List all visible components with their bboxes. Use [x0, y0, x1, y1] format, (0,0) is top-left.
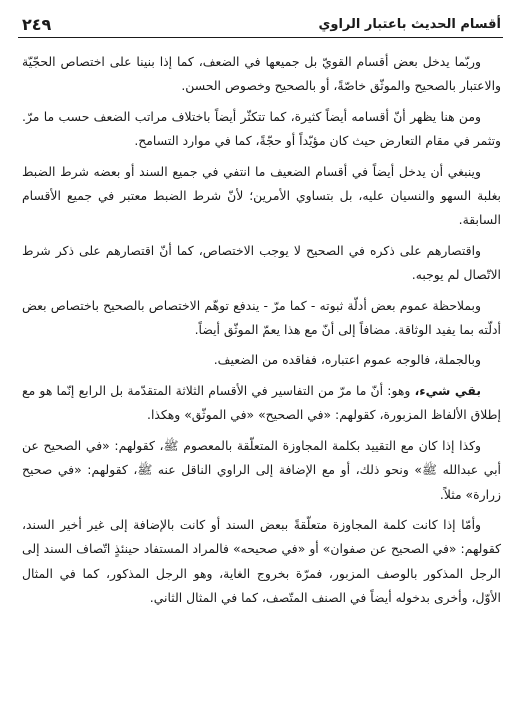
paragraph-3: وينبغي أن يدخل أيضاً في أقسام الضعيف ما انتفي في جميع السند أو بعضه شرط الضبط بغلبة السهو والنسيان عليه، بل بتساوي الأمرين؛ لأنّ شرط الضبط معتبر في جميع الأقسام السابقة.	[22, 163, 501, 228]
header-divider	[18, 37, 503, 38]
running-header	[22, 10, 501, 34]
paragraph-9: وأمّا إذا كانت كلمة المجاوزة متعلّقةً ببعض السند أو كانت بالإضافة إلى غير أخير السند، كقولهم: «في الصحيح عن صفوان» أو «في صحيحه» فالمراد المستفاد حينئذٍ اتّصاف السند إلى الرجل المذكور بالوصف المزبور، فمرّة بخروج الغاية، وهو الرجل المذكور، كما في المثال الأوّل، وأخرى بدخوله أيضاً في الصنف المتّصف، كما في المثال الثاني.	[22, 516, 501, 606]
paragraph-7	[22, 379, 501, 428]
paragraph-1: وربّما يدخل بعض أقسام القويّ بل جميعها في الضعف، كما إذا بنينا على اختصاص الحجّيّة والاعتبار بالصحيح والموثّق خاصّةً، أو بالصحيح وخصوص الحسن.	[22, 54, 501, 94]
paragraph-5: وبملاحظة عموم بعض أدلّة ثبوته - كما مرّ - يندفع توهّم الاختصاص بالصحيح باختصاص بعض أدلّته بما يفيد الوثاقة. مضافاً إلى أنّ مع هذا يعمّ الموثّق أيضاً.	[22, 297, 501, 338]
page-body	[22, 50, 501, 617]
paragraph-6: وبالجملة، فالوجه عموم اعتباره، ففاقده من الضعيف.	[213, 352, 481, 368]
paragraph-4: واقتصارهم على ذكره في الصحيح لا يوجب الاختصاص، كما أنّ اقتصارهم على ذكر شرط الاتّصال لم يوجبه.	[22, 242, 501, 283]
paragraph-8: وكذا إذا كان مع التقييد بكلمة المجاوزة المتعلّقة بالمعصوم ﷺ، كقولهم: «في الصحيح عن أبي عبدالله ﷺ» ونحو ذلك، أو مع الإضافة إلى الراوي الناقل عنه ﷺ، كقولهم: «في صحيح زرارة» مثلاً.	[22, 437, 501, 502]
page-number: ٢٤٩	[22, 15, 52, 34]
paragraph-2: ومن هنا يظهر أنّ أقسامه أيضاً كثيرة، كما تتكثّر أيضاً باختلاف مراتب الضعف حسب ما مرّ. وتثمر في مقام التعارض حيث كان مؤيّداً أو حجّةً، كما في موارد التسامح.	[22, 108, 501, 149]
running-header-title: أقسام الحديث باعتبار الراوي	[318, 17, 501, 32]
paragraph-7-text: وهو: أنّ ما مرّ من التفاسير في الأقسام الثلاثة المتقدّمة بل الرابع إنّما هو مع إطلاق الألفاظ المزبورة، كقولهم: «في الصحيح» «في الموثّق» وهكذا.	[22, 382, 501, 423]
paragraph-7-lead: بقي شيء،	[414, 382, 481, 398]
